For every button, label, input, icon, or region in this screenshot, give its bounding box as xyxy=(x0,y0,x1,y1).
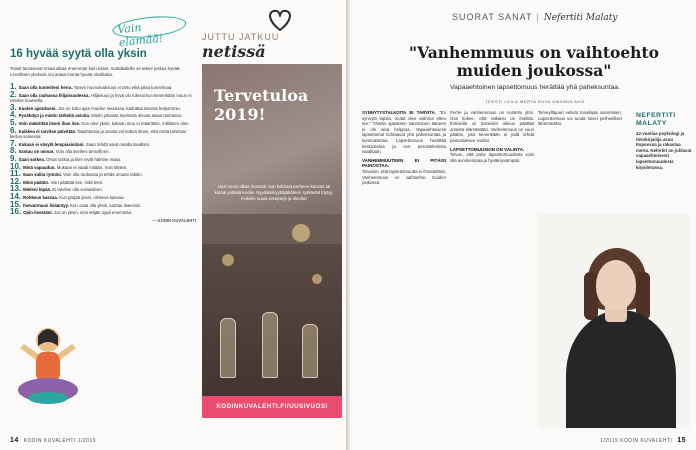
column-text: Terveyttäjuuri vetivät toivelapsi sanomisen. Lapsettomuus voi tuoda toiset perheelliset lähemmäksi. xyxy=(538,110,622,127)
list-item-heading: Minä päätän. xyxy=(23,179,50,185)
list-item-text: Saan tehdä asiat omalla tavallani. xyxy=(85,141,151,147)
bokeh-light xyxy=(312,274,322,284)
portrait-face xyxy=(596,260,636,310)
list-item-heading: Kukaan ei väsytä lempiasioitani. xyxy=(18,141,85,147)
portrait-photo xyxy=(538,214,690,428)
page-number: 15 xyxy=(677,437,686,444)
list-item-heading: Mieleni lepää. xyxy=(23,187,52,193)
column-subhead: LAPSETTOMUUSKIN ON VALINTA. xyxy=(450,146,525,152)
juttu-label: JUTTU JATKUU xyxy=(202,32,280,42)
list-item-number: 14. xyxy=(10,191,22,201)
article-column-2 xyxy=(450,110,534,428)
article-column-1 xyxy=(362,110,446,428)
column-text: Toivoisin, että lapsettomuutta ei ihmeteltäisi. Vanhemmuus on vaihtoehto muiden joukossa. xyxy=(362,168,446,186)
list-item-text: Jos on yksin, nimi eläjän oppii enemmän. xyxy=(53,210,133,216)
list-item xyxy=(10,89,196,104)
left-page xyxy=(0,0,346,450)
list-item xyxy=(10,84,196,91)
list-item-heading: Vastuu on minun. xyxy=(18,149,55,155)
list-item-heading: Saan sotkea. xyxy=(18,156,45,162)
list-item xyxy=(10,209,196,216)
list-title: 16 hyvää syytä olla yksin xyxy=(10,48,147,60)
section-name: Nefertiti Malaty xyxy=(543,13,618,23)
list-item-text: Ei tarvitse olla sosiaalinen. xyxy=(52,187,103,193)
bokeh-light xyxy=(292,224,310,242)
list-item-number: 5. xyxy=(10,117,17,127)
list-item xyxy=(10,171,196,178)
list-item-number: 1. xyxy=(10,82,17,91)
list-item-heading: Itsevarmuus lisääntyy. xyxy=(23,202,69,208)
list-item-number: 16. xyxy=(10,207,22,217)
article-dek: Vapaaehtoinen lapsettomuus herättää yhä paheksuntaa. xyxy=(450,84,620,91)
list-item-text: Toisen huonotuulisuus ei tartu eikä pilaa tunnelmaa. xyxy=(73,85,173,90)
list-item-text: Kun olen yksin, kukaan muu ei määrittele, millainen olen. xyxy=(81,120,190,126)
list-item-text: Omat sotkut ja kiire eivät häiritse muita. xyxy=(46,156,122,162)
list-item-text: Mietin jokaista mielessä olevaa asiaa rauhassa. xyxy=(91,113,183,119)
list-item-number: 9. xyxy=(10,153,17,163)
champagne-glass xyxy=(302,324,318,378)
portrait-body xyxy=(566,310,676,428)
list-item-number: 4. xyxy=(10,110,17,120)
promo-box xyxy=(202,64,342,418)
article-credit: TEKSTI LEILA MERTA KUVA AMANDA AHO xyxy=(485,99,585,104)
list-item-text: Hiljaisuus ja hyvä olo tulevat kun kenenkään muun ei tarvitse kuuntella. xyxy=(10,92,192,104)
section-label: SUORAT SANAT xyxy=(452,12,533,22)
folio-text: KODIN KUVALEHTI 1/2019 xyxy=(23,438,97,444)
champagne-glass xyxy=(262,312,278,378)
right-folio xyxy=(600,437,686,444)
list-item xyxy=(10,153,196,163)
sticker-label: Vain elämää! xyxy=(117,17,183,50)
juttu-jatkuu-header xyxy=(202,32,342,61)
list-item-number: 3. xyxy=(10,102,17,112)
list-item xyxy=(10,176,196,186)
list-item-text: Kun pärjää yksin, rohkeus kasvaa. xyxy=(59,194,125,200)
list-item xyxy=(10,161,196,171)
list-item-number: 8. xyxy=(10,146,17,156)
list-item-number: 10. xyxy=(10,161,22,171)
bokeh-light xyxy=(222,254,234,266)
list-item-heading: Opin itsestäni. xyxy=(23,210,53,216)
list-item-text: Jos on koko ajan muiden seurassa, kadottaa itsensä helpommin. xyxy=(57,105,182,111)
list-item-number: 12. xyxy=(10,176,22,186)
list-item-heading: Pysähdyn ja mietin tärkeitä asioita. xyxy=(18,113,91,119)
list-item-text: Kun osaa olla yksin, luottaa itseensä. xyxy=(70,202,141,208)
list-item-number: 13. xyxy=(10,184,22,194)
list-item-text: Mukaan ei vaadi mitään. Voin lähteä. xyxy=(56,164,128,170)
list-item-number: 7. xyxy=(10,138,17,148)
list-item-number: 6. xyxy=(10,125,17,135)
list-item-heading: Kaikkea ei tarvitse päivittää. xyxy=(18,128,76,134)
list-item xyxy=(10,138,196,148)
list-item-heading: Saan valita rytmini. xyxy=(22,172,62,178)
right-page xyxy=(350,0,696,450)
list-item-number: 15. xyxy=(10,199,22,209)
folio-text: 1/2019 KODIN KUVALEHTI xyxy=(599,438,673,444)
left-folio xyxy=(10,437,96,444)
list-item-text: Voin päättää itse, mitä teen. xyxy=(50,179,104,185)
article-column-3 xyxy=(538,110,622,210)
list-item-heading: Minä vapaudun. xyxy=(23,164,56,170)
list-item-number: 2. xyxy=(10,89,17,99)
list-item-text: Voin olla itselleni armollinen. xyxy=(55,149,110,155)
list-item-number: 11. xyxy=(10,169,21,179)
page-number: 14 xyxy=(10,437,19,444)
heart-icon xyxy=(266,8,294,32)
list-item xyxy=(10,117,196,127)
list-item-heading: Kuulen ajatukseni. xyxy=(18,105,57,111)
article-title: "Vanhemmuus on vaihtoehto muiden joukossa" xyxy=(409,43,659,80)
column-text: "En synnytä lapsia, mutta olen valinnut etten tee." Tämän ajatuksen sanominen ääneen ei ole aina helppoa. Vapaaehtoisesti lapsettomat kohtaavat yhä paheksuntaa ja kummastelua. Lapsettomuus herättää keskustelua ja sen perustelemista vaaditaan. xyxy=(362,110,446,155)
list-item xyxy=(10,199,196,209)
list-item xyxy=(10,102,196,112)
column-lede: SYNNYTYSTALKOITA EI TARVITA. xyxy=(362,110,436,115)
profile-description: 42-vuotias psykologi ja tietokirjailija asuu Espoossa ja rakastaa merta. Nefertiti on juhlavat vapaaehtoisesti lapsettomuudesta kirjoitetussa. xyxy=(636,131,692,170)
profile-box xyxy=(636,112,692,170)
list-item-text: Voin olla rauhassa ja tehdä omaan tahtiin. xyxy=(63,172,143,178)
list-item xyxy=(10,186,196,193)
promo-title: Tervetuloa 2019! xyxy=(214,86,309,124)
profile-name: NEFERTITI MALATY xyxy=(636,112,676,127)
column-text: Perhe ja vanhemmuus on nostettu ylös. Osa kokee, että ratkaisu on itsekäs. Ihmisellä on kuitenkin oikeus päättää omasta elämästään. Vanhemmuus on suuri päätös, jota kenenkään ei pidä tehdä painostuksen vuoksi. xyxy=(450,110,534,143)
promo-url-link[interactable]: KODINKUVALEHTI.FI/UUSIVUOSI xyxy=(202,396,342,418)
promo-body: Uusi vuosi alkaa ihanasti, kun kokkaat perheen kanssa tai kutsut ystäviä koolle. Nyytäkkinyyttäjäkäteen syötävää löytyy. Kokeile uusia reseptejä ja ideoita! xyxy=(214,184,334,201)
list-item xyxy=(10,191,196,201)
list-item-text: Tapahtumia ja asioita voi kokea ilman, että niistä tarvitsee kertoa somessa. xyxy=(10,128,187,140)
list-item-heading: Saan olla rauhassa hiljaisuudessa. xyxy=(18,92,90,98)
column-subhead: VANHEMMUUTEEN EI PITÄISI PAINOSTAA. xyxy=(362,157,446,169)
column-text: Toivon, että puhe lapsettomuudesta voisi olla avoimempaa ja hyväksyvämpää. xyxy=(450,152,534,163)
list-item xyxy=(10,112,196,119)
list-item-heading: Voin määrittää itseni ihan itse. xyxy=(18,120,81,126)
list-item-heading: Rohkeus kasvaa. xyxy=(23,194,58,200)
section-header: SUORAT SANAT | Nefertiti Malaty xyxy=(452,12,618,23)
meditation-illustration xyxy=(14,318,82,434)
list-byline: — KODIN KUVALEHTI xyxy=(152,217,196,223)
juttu-script: netissä xyxy=(202,42,266,61)
champagne-glass xyxy=(220,318,236,378)
list-item xyxy=(10,125,196,140)
list-intro: Toiset tarvitsevat omaa aikaa enemmän kuin toiset, muttakaikille se tekee joskus hyvää. Levollinen yksinolo voi antaa monta hyvää oivallusta. xyxy=(10,66,181,77)
list-item xyxy=(10,148,196,155)
list-item-heading: Saan olla tunteitteni herra. xyxy=(18,85,73,90)
